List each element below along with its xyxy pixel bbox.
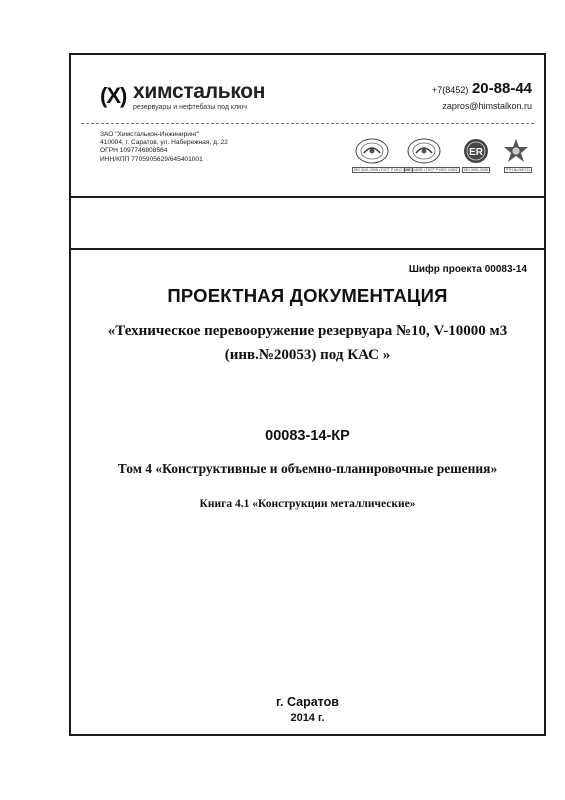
cert-caption: ISO 9001-2008 • ГОСТ Р ИСО 9001 <box>354 168 411 172</box>
blank-band <box>71 196 544 250</box>
rtn-emblem-icon <box>498 137 534 173</box>
email: zapros@himstalkon.ru <box>442 101 532 111</box>
svg-text:ER: ER <box>469 147 483 158</box>
logo-wordmark: химсталькон <box>133 80 266 103</box>
volume-title: Том 4 «Конструктивные и объемно-планировочные решения» <box>117 461 498 476</box>
letterhead <box>71 55 544 198</box>
phone-code: +7(8452) <box>432 85 469 95</box>
company-address: 410004, г. Саратов, ул. Набережная, д. 22 <box>100 139 228 147</box>
cert-caption: ISO 14001 • ГОСТ Р ИСО 14001 <box>406 168 458 172</box>
project-cipher: Шифр проекта 00083-14 <box>408 264 527 275</box>
book-title: Книга 4.1 «Конструкции металлические» <box>199 498 416 510</box>
er-mark-icon <box>458 137 494 173</box>
project-subject <box>71 319 544 367</box>
certificate-badges <box>354 137 534 181</box>
city: г. Саратов <box>276 695 339 709</box>
page-frame <box>69 53 546 736</box>
company-name: ЗАО "Химсталькон-Инжиниринг" <box>100 131 200 138</box>
logo-tagline: резервуары и нефтебазы под ключ <box>133 104 247 111</box>
subject-line-2: (инв.№20053) под КАС » <box>224 347 391 363</box>
company-details <box>100 131 228 164</box>
document-title: ПРОЕКТНАЯ ДОКУМЕНТАЦИЯ <box>167 285 448 306</box>
phone-number: 20-88-44 <box>471 80 532 97</box>
year: 2014 г. <box>290 712 325 724</box>
subject-line-1: «Техническое перевооружение резервуара №10, V-10000 м3 <box>107 323 508 339</box>
phone <box>432 80 532 97</box>
header-divider <box>81 123 534 124</box>
cert-caption: РТН № 000721 <box>506 168 531 172</box>
company-inn: ИНН/КПП 7705905629/645401001 <box>100 155 203 163</box>
cert-seal-icon <box>406 137 458 173</box>
cert-seal-icon <box>354 137 411 173</box>
document-code: 00083-14-КР <box>265 428 350 444</box>
contact-block <box>432 80 532 111</box>
company-ogrn: ОГРН 1097746808564 <box>100 147 168 155</box>
cert-caption: ISO 9001-2008 <box>464 168 488 172</box>
logo-x-icon: (X) <box>100 83 127 108</box>
